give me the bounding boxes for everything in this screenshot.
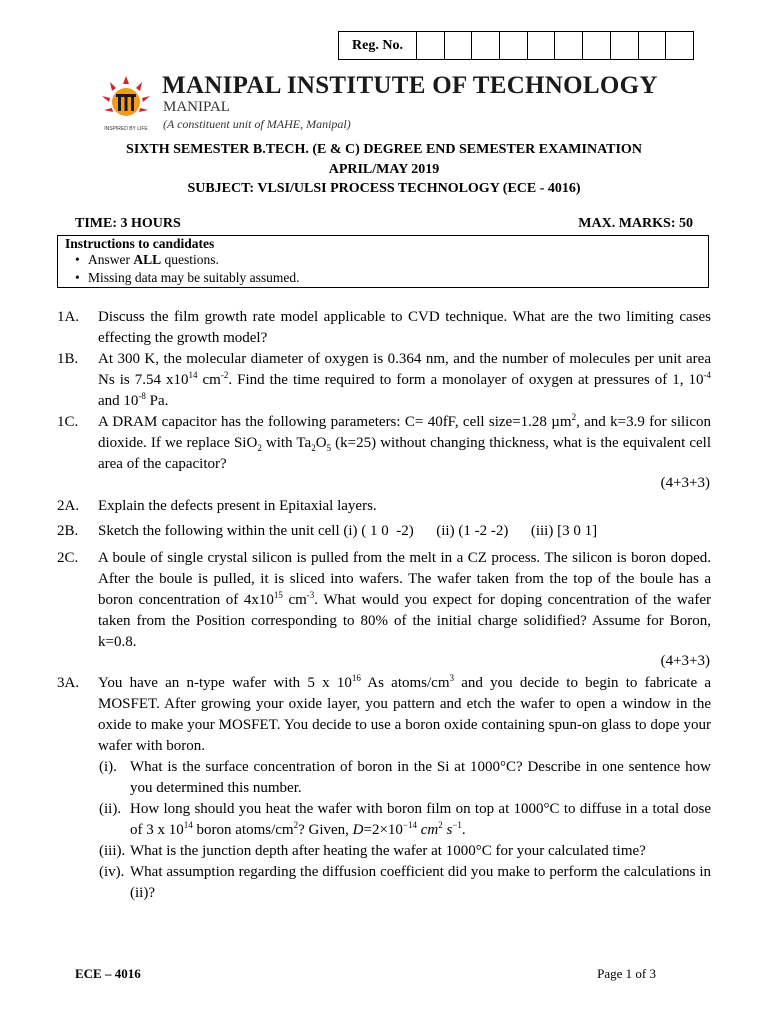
reg-no-cell xyxy=(666,32,693,59)
institute-name: MANIPAL INSTITUTE OF TECHNOLOGY xyxy=(162,72,658,99)
question-number: 1B. xyxy=(57,351,79,367)
question-1c: 1C. A DRAM capacitor has the following parameters: C= 40fF, cell size=1.28 µm$^2$, and k=3.9 for silicon dioxide. If we replace SiO$_2$ with $Ta_2O_5$ (k=25) without changing thickness, what is the equivalent cell area of the capacitor? xyxy=(57,412,711,472)
institute-city: MANIPAL xyxy=(163,99,230,115)
exam-title: SIXTH SEMESTER B.TECH. (E & C) DEGREE END SEMESTER EXAMINATION xyxy=(126,142,642,157)
instruction-item: • Answer ALL questions. xyxy=(88,251,299,269)
reg-no-cell xyxy=(500,32,528,59)
reg-no-cell xyxy=(445,32,473,59)
institute-logo-icon xyxy=(94,70,158,134)
marks-allocation: (4+3+3) xyxy=(660,475,710,491)
question-number: 1C. xyxy=(57,414,79,430)
exam-session: APRIL/MAY 2019 xyxy=(328,162,440,177)
exam-time: TIME: 3 HOURS xyxy=(75,216,181,231)
instructions-box xyxy=(57,235,709,288)
reg-no-cell xyxy=(417,32,445,59)
reg-no-box xyxy=(338,31,694,60)
sub-question-iii: (iii). What is the junction depth after heating the wafer at 1000°C for your calculated time? xyxy=(99,843,646,859)
instructions-list xyxy=(68,251,299,287)
reg-no-cell xyxy=(639,32,667,59)
reg-no-cell xyxy=(528,32,556,59)
marks-allocation: (4+3+3) xyxy=(660,653,710,669)
exam-subject: SUBJECT: VLSI/ULSI PROCESS TECHNOLOGY (ECE - 4016) xyxy=(187,181,581,196)
sub-question-iv: (iv). What assumption regarding the diffusion coefficient did you make to perform the calculations in (ii)? xyxy=(99,864,711,901)
question-1a: 1A. Discuss the film growth rate model applicable to CVD technique. What are the two limiting cases effecting the growth model? xyxy=(57,309,711,346)
question-number: 2B. xyxy=(57,523,79,539)
svg-text:INSPIRED BY LIFE: INSPIRED BY LIFE xyxy=(104,126,148,132)
reg-no-cell xyxy=(611,32,639,59)
sub-question-i: (i). What is the surface concentration of boron in the Si at 1000°C? Describe in one sentence how you determined this number. xyxy=(99,759,711,796)
question-number: 2A. xyxy=(57,498,80,514)
exam-max-marks: MAX. MARKS: 50 xyxy=(578,216,693,231)
reg-no-cell xyxy=(555,32,583,59)
question-number: 2C. xyxy=(57,550,79,566)
question-number: 1A. xyxy=(57,309,80,325)
question-2a: 2A. Explain the defects present in Epitaxial layers. xyxy=(57,496,711,517)
footer-page-number: Page 1 of 3 xyxy=(597,966,656,981)
institute-tagline: (A constituent unit of MAHE, Manipal) xyxy=(163,117,351,131)
question-2c: 2C. A boule of single crystal silicon is pulled from the melt in a CZ process. The silicon is boron doped. After the boule is pulled, it is sliced into wafers. The wafer taken from the top of the boule has a boron concentration of $4x10^{15}$ $cm^{-3}$. What would you expect for doping concentration of the wafer taken from the Position corresponding to 80% of the initial charge solidified? Assume for Boron, k=0.8. xyxy=(57,550,711,650)
question-3a: 3A. You have an n-type wafer with 5 x $10^{16}$ As atoms/$cm^3$ and you decide to begin to fabricate a MOSFET. After growing your oxide layer, you pattern and etch the wafer to open a window in the oxide to make your MOSFET. You decide to use a boron oxide containing spun-on glass to dope your wafer with boron. xyxy=(57,673,712,754)
instruction-item: • Missing data may be suitably assumed. xyxy=(88,269,299,287)
reg-no-cell xyxy=(472,32,500,59)
instructions-title: Instructions to candidates xyxy=(65,236,215,251)
question-number: 3A. xyxy=(57,675,80,691)
question-1b: 1B. At 300 K, the molecular diameter of oxygen is 0.364 nm, and the number of molecules per unit area Ns is 7.54 $x10^{14}$ $cm^{-2}$. Find the time required to form a monolayer of oxygen at pressures of 1, $10^{-4}$ and $10^{-8}$ Pa. xyxy=(57,351,711,409)
sub-question-ii: (ii). How long should you heat the wafer with boron film on top at 1000°C to diffuse in a total dose of 3 x $10^{14}$ boron atoms/$cm^2$? Given, $D=2\times 10^{-14}$ $cm^2$ $s^{-1}$. xyxy=(99,801,711,838)
question-2b: 2B. Sketch the following within the unit cell (i) ( 1 0 -2) (ii) (1 -2 -2) (iii) [3 0 1] xyxy=(57,521,711,542)
footer-course-code: ECE – 4016 xyxy=(75,966,141,981)
reg-no-cell xyxy=(583,32,611,59)
reg-no-label: Reg. No. xyxy=(339,32,417,59)
